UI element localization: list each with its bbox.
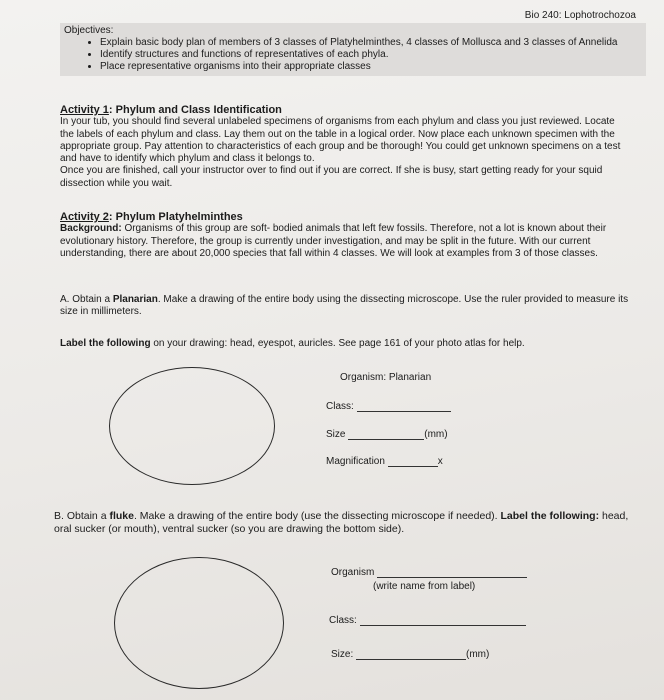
objectives-list: [64, 37, 642, 73]
objective-item: • Identify structures and functions of representatives of each phyla.: [100, 49, 642, 61]
objectives-heading: Objectives:: [64, 25, 114, 36]
fluke-size-field: Size: (mm): [331, 649, 490, 660]
activity1-title: Activity 1: Phylum and Class Identification: [60, 104, 282, 116]
planarian-organism-field: Organism: Planarian: [340, 372, 432, 383]
activity2-background: Background: Organisms of this group are soft- bodied animals that left few fossils. Therefore, not a lot is known about their evolutionary history. Therefore, the group is currently under investigation, and may be split in the future. With our current understanding, there are about 20,000 species that fall within 4 classes. We will look at examples from 3 of those classes.: [60, 223, 607, 259]
fluke-organism-field: Organism: [331, 566, 527, 578]
fluke-class-blank[interactable]: [360, 614, 526, 626]
part-a-instructions: A. Obtain a Planarian. Make a drawing of the entire body using the dissecting microscope. Use the ruler provided to measure its size in millimeters.: [60, 294, 629, 318]
fluke-drawing-area[interactable]: [114, 557, 284, 689]
fluke-organism-hint: (write name from label): [373, 581, 476, 592]
planarian-class-field: Class:: [326, 400, 451, 412]
objective-item: • Place representative organisms into their appropriate classes: [100, 61, 642, 73]
objectives-box: [60, 23, 646, 76]
fluke-class-field: Class:: [329, 614, 526, 626]
activity2-title: Activity 2: Phylum Platyhelminthes: [60, 211, 243, 223]
size-blank[interactable]: [348, 428, 424, 440]
activity1-section: [60, 104, 630, 190]
class-blank[interactable]: [357, 400, 451, 412]
fluke-size-blank[interactable]: [356, 648, 466, 660]
planarian-drawing-area[interactable]: [109, 367, 275, 485]
objective-item: • Explain basic body plan of members of 3 classes of Platyhelminthes, 4 classes of Mollusca and 3 classes of Annelida: [100, 37, 642, 49]
course-header: Bio 240: Lophotrochozoa: [524, 10, 636, 21]
part-a-label-instructions: Label the following on your drawing: head, eyespot, auricles. See page 161 of your photo atlas for help.: [60, 338, 525, 349]
activity1-paragraph: In your tub, you should find several unlabeled specimens of organisms from each phylum and class you just reviewed. Locate the labels of each phylum and class. Lay them out on the table in a logical order. Now place each unknown specimen with the appropriate group. Pay attention to characteristics of each group and be thorough! You could get unknown specimens on a test and have to identify which phylum and class it belongs to.: [60, 116, 621, 165]
fluke-organism-blank[interactable]: [377, 566, 527, 578]
activity2-section: [60, 211, 642, 260]
planarian-magnification-field: Magnification x: [326, 456, 443, 467]
part-b-instructions: B. Obtain a fluke. Make a drawing of the entire body (use the dissecting microscope if needed). Label the following: head, oral sucker (or mouth), ventral sucker (so you are drawing the bottom side).: [54, 510, 629, 535]
magnification-blank[interactable]: [388, 455, 438, 467]
activity1-paragraph-2: Once you are finished, call your instructor over to find out if you are correct. If she is busy, start getting ready for your squid dissection while you wait.: [60, 165, 603, 189]
planarian-size-field: Size (mm): [326, 429, 448, 440]
